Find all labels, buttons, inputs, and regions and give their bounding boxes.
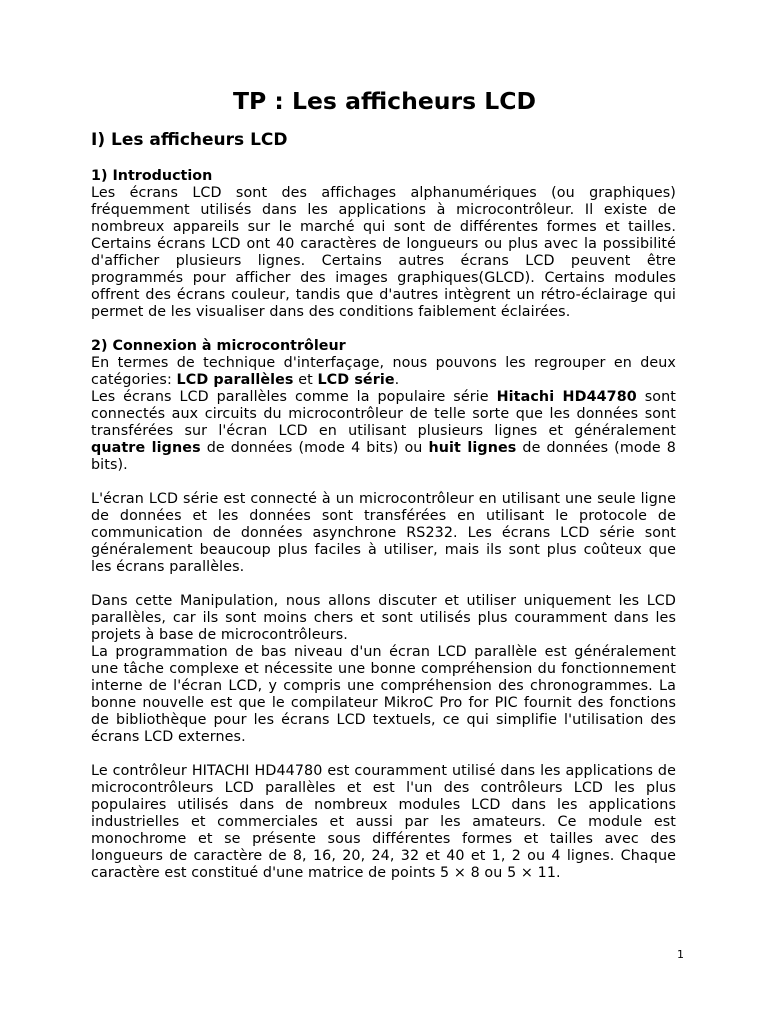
parallel-text-a: Les écrans LCD parallèles comme la populaire série: [91, 389, 497, 405]
huit-lignes-term: huit lignes: [428, 440, 517, 456]
lcd-paralleles-term: LCD parallèles: [176, 372, 294, 388]
document-title: TP : Les afficheurs LCD: [233, 87, 536, 115]
categories-conjunction: et: [293, 372, 318, 388]
parallel-text-c: de données (mode 4 bits) ou: [200, 440, 429, 456]
lcd-serie-term: LCD série: [317, 372, 395, 388]
page-content: [91, 86, 676, 882]
connexion-section: [91, 338, 676, 882]
categories-paragraph: [91, 355, 676, 389]
parallel-text-b: sont connectés aux circuits du microcontrôleur de telle sorte que les données sont transférées sur l'écran LCD en utilisant plusieurs lignes et généralement: [91, 389, 676, 439]
connexion-heading: 2) Connexion à microcontrôleur: [91, 338, 346, 354]
serial-lcd-paragraph: L'écran LCD série est connecté à un microcontrôleur en utilisant une seule ligne de données et les données sont transférées en utilisant le protocole de communication de données asynchrone RS232. Les écrans LCD série sont généralement beaucoup plus faciles à utiliser, mais ils sont plus coûteux que les écrans parallèles.: [91, 491, 676, 575]
introduction-paragraph: Les écrans LCD sont des affichages alphanumériques (ou graphiques) fréquemment utilisés dans les applications à microcontrôleur. Il existe de nombreux appareils sur le marché qui sont de différentes formes et tailles. Certains écrans LCD ont 40 caractères de longueurs ou plus avec la possibilité d'afficher plusieurs lignes. Certains autres écrans LCD peuvent être programmés pour afficher des images graphiques(GLCD). Certains modules offrent des écrans couleur, tandis que d'autres intègrent un rétro-éclairage qui permet de les visualiser dans des conditions faiblement éclairées.: [91, 185, 676, 320]
introduction-heading: 1) Introduction: [91, 168, 213, 184]
programming-paragraph: La programmation de bas niveau d'un écran LCD parallèle est généralement une tâche complexe et nécessite une bonne compréhension du fonctionnement interne de l'écran LCD, y compris une compréhension des chronogrammes. La bonne nouvelle est que le compilateur MikroC Pro for PIC fournit des fonctions de bibliothèque pour les écrans LCD textuels, ce qui simplifie l'utilisation des écrans LCD externes.: [91, 644, 676, 745]
hitachi-term: Hitachi HD44780: [496, 389, 637, 405]
section-heading: I) Les afficheurs LCD: [91, 130, 288, 150]
page-number: 1: [677, 948, 684, 961]
categories-period: .: [394, 372, 400, 388]
introduction-section: [91, 168, 676, 321]
categories-text: En termes de technique d'interfaçage, nous pouvons les regrouper en deux catégories:: [91, 355, 676, 388]
parallel-text-d: de données (mode 8 bits).: [91, 440, 676, 473]
quatre-lignes-term: quatre lignes: [91, 440, 201, 456]
manipulation-paragraph: Dans cette Manipulation, nous allons discuter et utiliser uniquement les LCD parallèles, car ils sont moins chers et sont utilisés plus couramment dans les projets à base de microcontrôleurs.: [91, 593, 676, 643]
controller-paragraph: Le contrôleur HITACHI HD44780 est couramment utilisé dans les applications de microcontrôleurs LCD parallèles et est l'un des contrôleurs LCD les plus populaires utilisés dans de nombreux modules LCD dans les applications industrielles et commerciales et aussi par les amateurs. Ce module est monochrome et se présente sous différentes formes et tailles avec des longueurs de caractère de 8, 16, 20, 24, 32 et 40 et 1, 2 ou 4 lignes. Chaque caractère est constitué d'une matrice de points 5 × 8 ou 5 × 11.: [91, 763, 676, 881]
parallel-lcd-paragraph: [91, 389, 676, 474]
